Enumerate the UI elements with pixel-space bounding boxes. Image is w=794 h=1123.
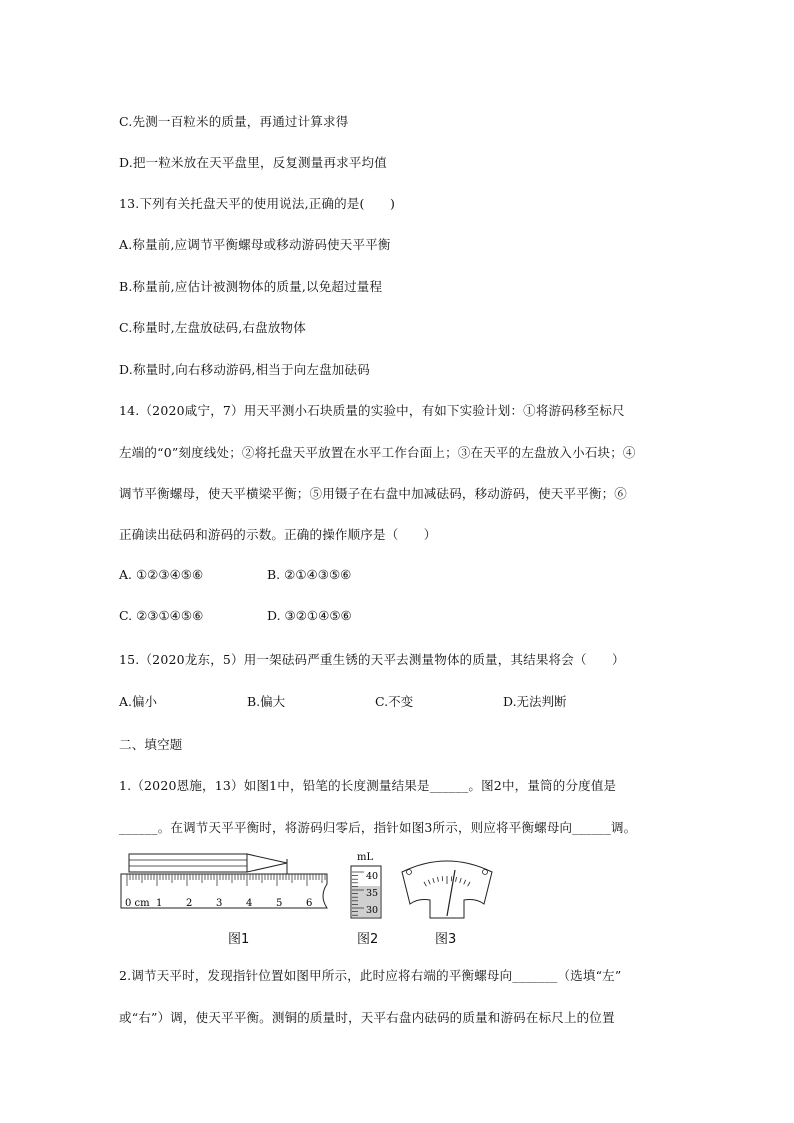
q15-option-a: A.偏小 bbox=[119, 694, 158, 709]
figure-1-caption: 图1 bbox=[228, 932, 250, 947]
q14-line-3: 调节平衡螺母，使天平横梁平衡；⑤用镊子在右盘中加减砝码，移动游码，使天平平衡；⑥ bbox=[119, 486, 628, 501]
q12-option-c: C.先测一百粒米的质量，再通过计算求得 bbox=[119, 114, 349, 129]
fill-q1-line-2: ______。在调节天平平衡时，将游码归零后，指针如图3所示，则应将平衡螺母向______调。 bbox=[119, 820, 637, 835]
figure-3-caption: 图3 bbox=[435, 932, 457, 947]
cylinder-label-30: 30 bbox=[366, 905, 379, 916]
q14-option-c: C. ②③①④⑤⑥ bbox=[119, 608, 204, 623]
fill-q2-line-1: 2.调节天平时，发现指针位置如图甲所示，此时应将右端的平衡螺母向_______（选填“左” bbox=[119, 968, 622, 983]
q13-option-c: C.称量时,左盘放砝码,右盘放物体 bbox=[119, 320, 306, 335]
figure-2-graduated-cylinder bbox=[345, 850, 387, 920]
q15-option-d: D.无法判断 bbox=[503, 694, 567, 709]
fill-q2-line-2: 或“右”）调，使天平平衡。测铜的质量时，天平右盘内砝码的质量和游码在标尺上的位置 bbox=[119, 1010, 615, 1025]
ruler-label-5: 5 bbox=[276, 898, 283, 909]
figure-3-balance-dial bbox=[398, 854, 496, 920]
q15-stem: 15.（2020龙东，5）用一架砝码严重生锈的天平去测量物体的质量，其结果将会（ ） bbox=[119, 652, 625, 667]
ruler-label-0: 0 cm bbox=[125, 898, 150, 909]
ruler-label-4: 4 bbox=[246, 898, 253, 909]
fill-q1-line-1: 1.（2020恩施，13）如图1中，铅笔的长度测量结果是______。图2中，量筒的分度值是 bbox=[119, 778, 617, 793]
dial-plate bbox=[402, 861, 492, 918]
screw-icon bbox=[407, 870, 412, 875]
q13-option-b: B.称量前,应估计被测物体的质量,以免超过量程 bbox=[119, 279, 383, 294]
figure-1-pencil-ruler bbox=[119, 848, 333, 918]
cylinder-unit: mL bbox=[357, 852, 374, 863]
ruler-label-6: 6 bbox=[306, 898, 313, 909]
q12-option-d: D.把一粒米放在天平盘里，反复测量再求平均值 bbox=[119, 155, 387, 170]
q13-option-a: A.称量前,应调节平衡螺母或移动游码使天平平衡 bbox=[119, 237, 391, 252]
q14-option-d: D. ③②①④⑤⑥ bbox=[267, 608, 352, 623]
q14-line-1: 14.（2020咸宁，7）用天平测小石块质量的实验中，有如下实验计划：①将游码移至标尺 bbox=[119, 403, 625, 418]
section-title: 二、填空题 bbox=[119, 737, 183, 752]
cylinder-label-40: 40 bbox=[366, 871, 379, 882]
ruler-body bbox=[121, 874, 327, 908]
figure-2-caption: 图2 bbox=[357, 932, 379, 947]
q13-option-d: D.称量时,向右移动游码,相当于向左盘加砝码 bbox=[119, 362, 370, 377]
ruler-label-1: 1 bbox=[156, 898, 163, 909]
q14-option-a: A. ①②③④⑤⑥ bbox=[119, 567, 204, 582]
cylinder-label-35: 35 bbox=[366, 888, 379, 899]
pencil-icon bbox=[129, 854, 287, 874]
q14-line-4: 正确读出砝码和游码的示数。正确的操作顺序是（ ） bbox=[119, 527, 437, 542]
q15-option-b: B.偏大 bbox=[247, 694, 286, 709]
q15-option-c: C.不变 bbox=[375, 694, 414, 709]
ruler-label-3: 3 bbox=[216, 898, 223, 909]
q14-option-b: B. ②①④③⑤⑥ bbox=[267, 567, 352, 582]
q14-line-2: 左端的“0”刻度线处；②将托盘天平放置在水平工作台面上；③在天平的左盘放入小石块；④ bbox=[119, 445, 636, 460]
screw-icon bbox=[483, 870, 488, 875]
q13-stem: 13.下列有关托盘天平的使用说法,正确的是( ) bbox=[119, 196, 396, 211]
ruler-label-2: 2 bbox=[186, 898, 193, 909]
